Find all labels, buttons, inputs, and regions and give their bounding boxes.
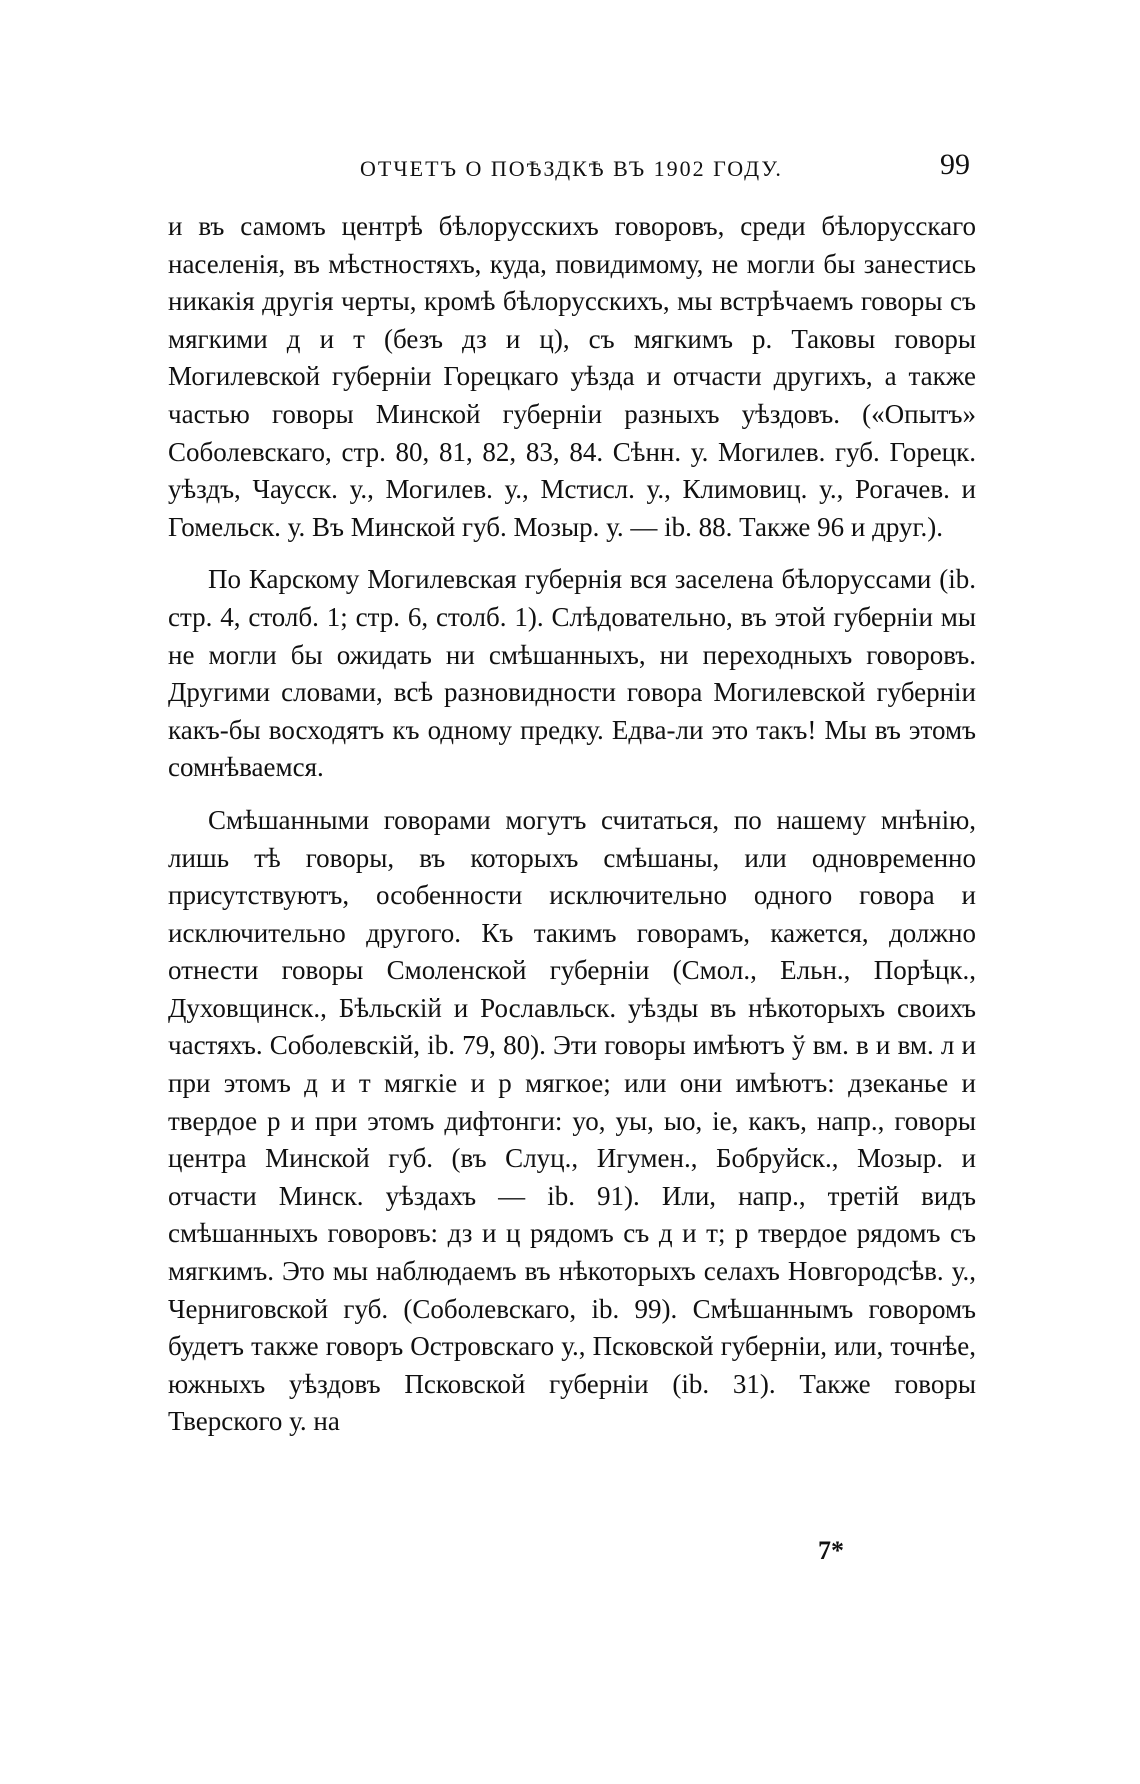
signature-mark: 7* [818,1536,844,1565]
paragraph-continuation: и въ самомъ центрѣ бѣлорусскихъ говоровъ, среди бѣлорусскаго населенія, въ мѣстностяхъ, куда, повидимому, не могли бы занестись никакія другія черты, кромѣ бѣлорусскихъ, мы встрѣчаемъ говоры съ мягкими д и т (безъ дз и ц), съ мягкимъ р. Таковы говоры Могилевской губерніи Горецкаго уѣзда и отчасти другихъ, а также частью говоры Минской губерніи разныхъ уѣздовъ. («Опытъ» Соболевскаго, стр. 80, 81, 82, 83, 84. Сѣнн. у. Могилев. губ. Горецк. уѣздъ, Чаусск. у., Могилев. у., Мстисл. у., Климовиц. у., Рогачев. и Гомельск. у. Въ Минской губ. Мозыр. у. — ib. 88. Также 96 и друг.). [168,211,976,542]
paragraph-mixed-dialects: Смѣшанными говорами могутъ считаться, по нашему мнѣнію, лишь тѣ говоры, въ которыхъ смѣшаны, или одновременно присутствуютъ, особенности исключительно одного говора и исключительно другого. Къ такимъ говорамъ, кажется, должно отнести говоры Смоленской губерніи (Смол., Ельн., Порѣцк., Духовщинск., Бѣльскій и Рославльск. уѣзды въ нѣкоторыхъ своихъ частяхъ. Соболевскій, ib. 79, 80). Эти говоры имѣютъ ў вм. в и вм. л и при этомъ д и т мягкіе и р мягкое; или они имѣютъ: дзеканье и твердое р и при этомъ дифтонги: уо, уы, ыо, іе, какъ, напр., говоры центра Минской губ. (въ Слуц., Игумен., Бобруйск., Мозыр. и отчасти Минск. уѣздахъ — ib. 91). Или, напр., третій видъ смѣшанныхъ говоровъ: дз и ц рядомъ съ д и т; р твердое рядомъ съ мягкимъ. Это мы наблюдаемъ въ нѣкоторыхъ селахъ Новгородсѣв. у., Черниговской губ. (Соболевскаго, ib. 99). Смѣшаннымъ говоромъ будетъ также говоръ Островскаго у., Псковской губерніи, или, точнѣе, южныхъ уѣздовъ Псковской губерніи (ib. 31). Также говоры Тверского у. на [168,804,976,1437]
text-body [168,208,976,1441]
running-title: ОТЧЕТЪ О ПОѢЗДКѢ ВЪ 1902 ГОДУ. [360,156,783,181]
page-number: 99 [940,148,970,181]
paragraph-karsky: По Карскому Могилевская губернія вся заселена бѣлоруссами (ib. стр. 4, столб. 1; стр. 6, столб. 1). Слѣдовательно, въ этой губерніи мы не могли бы ожидать ни смѣшанныхъ, ни переходныхъ говоровъ. Другими словами, всѣ разновидности говора Могилевской губерніи какъ-бы восходятъ къ одному предку. Едва-ли это такъ! Мы въ этомъ сомнѣваемся. [168,564,976,783]
running-head [160,148,970,188]
